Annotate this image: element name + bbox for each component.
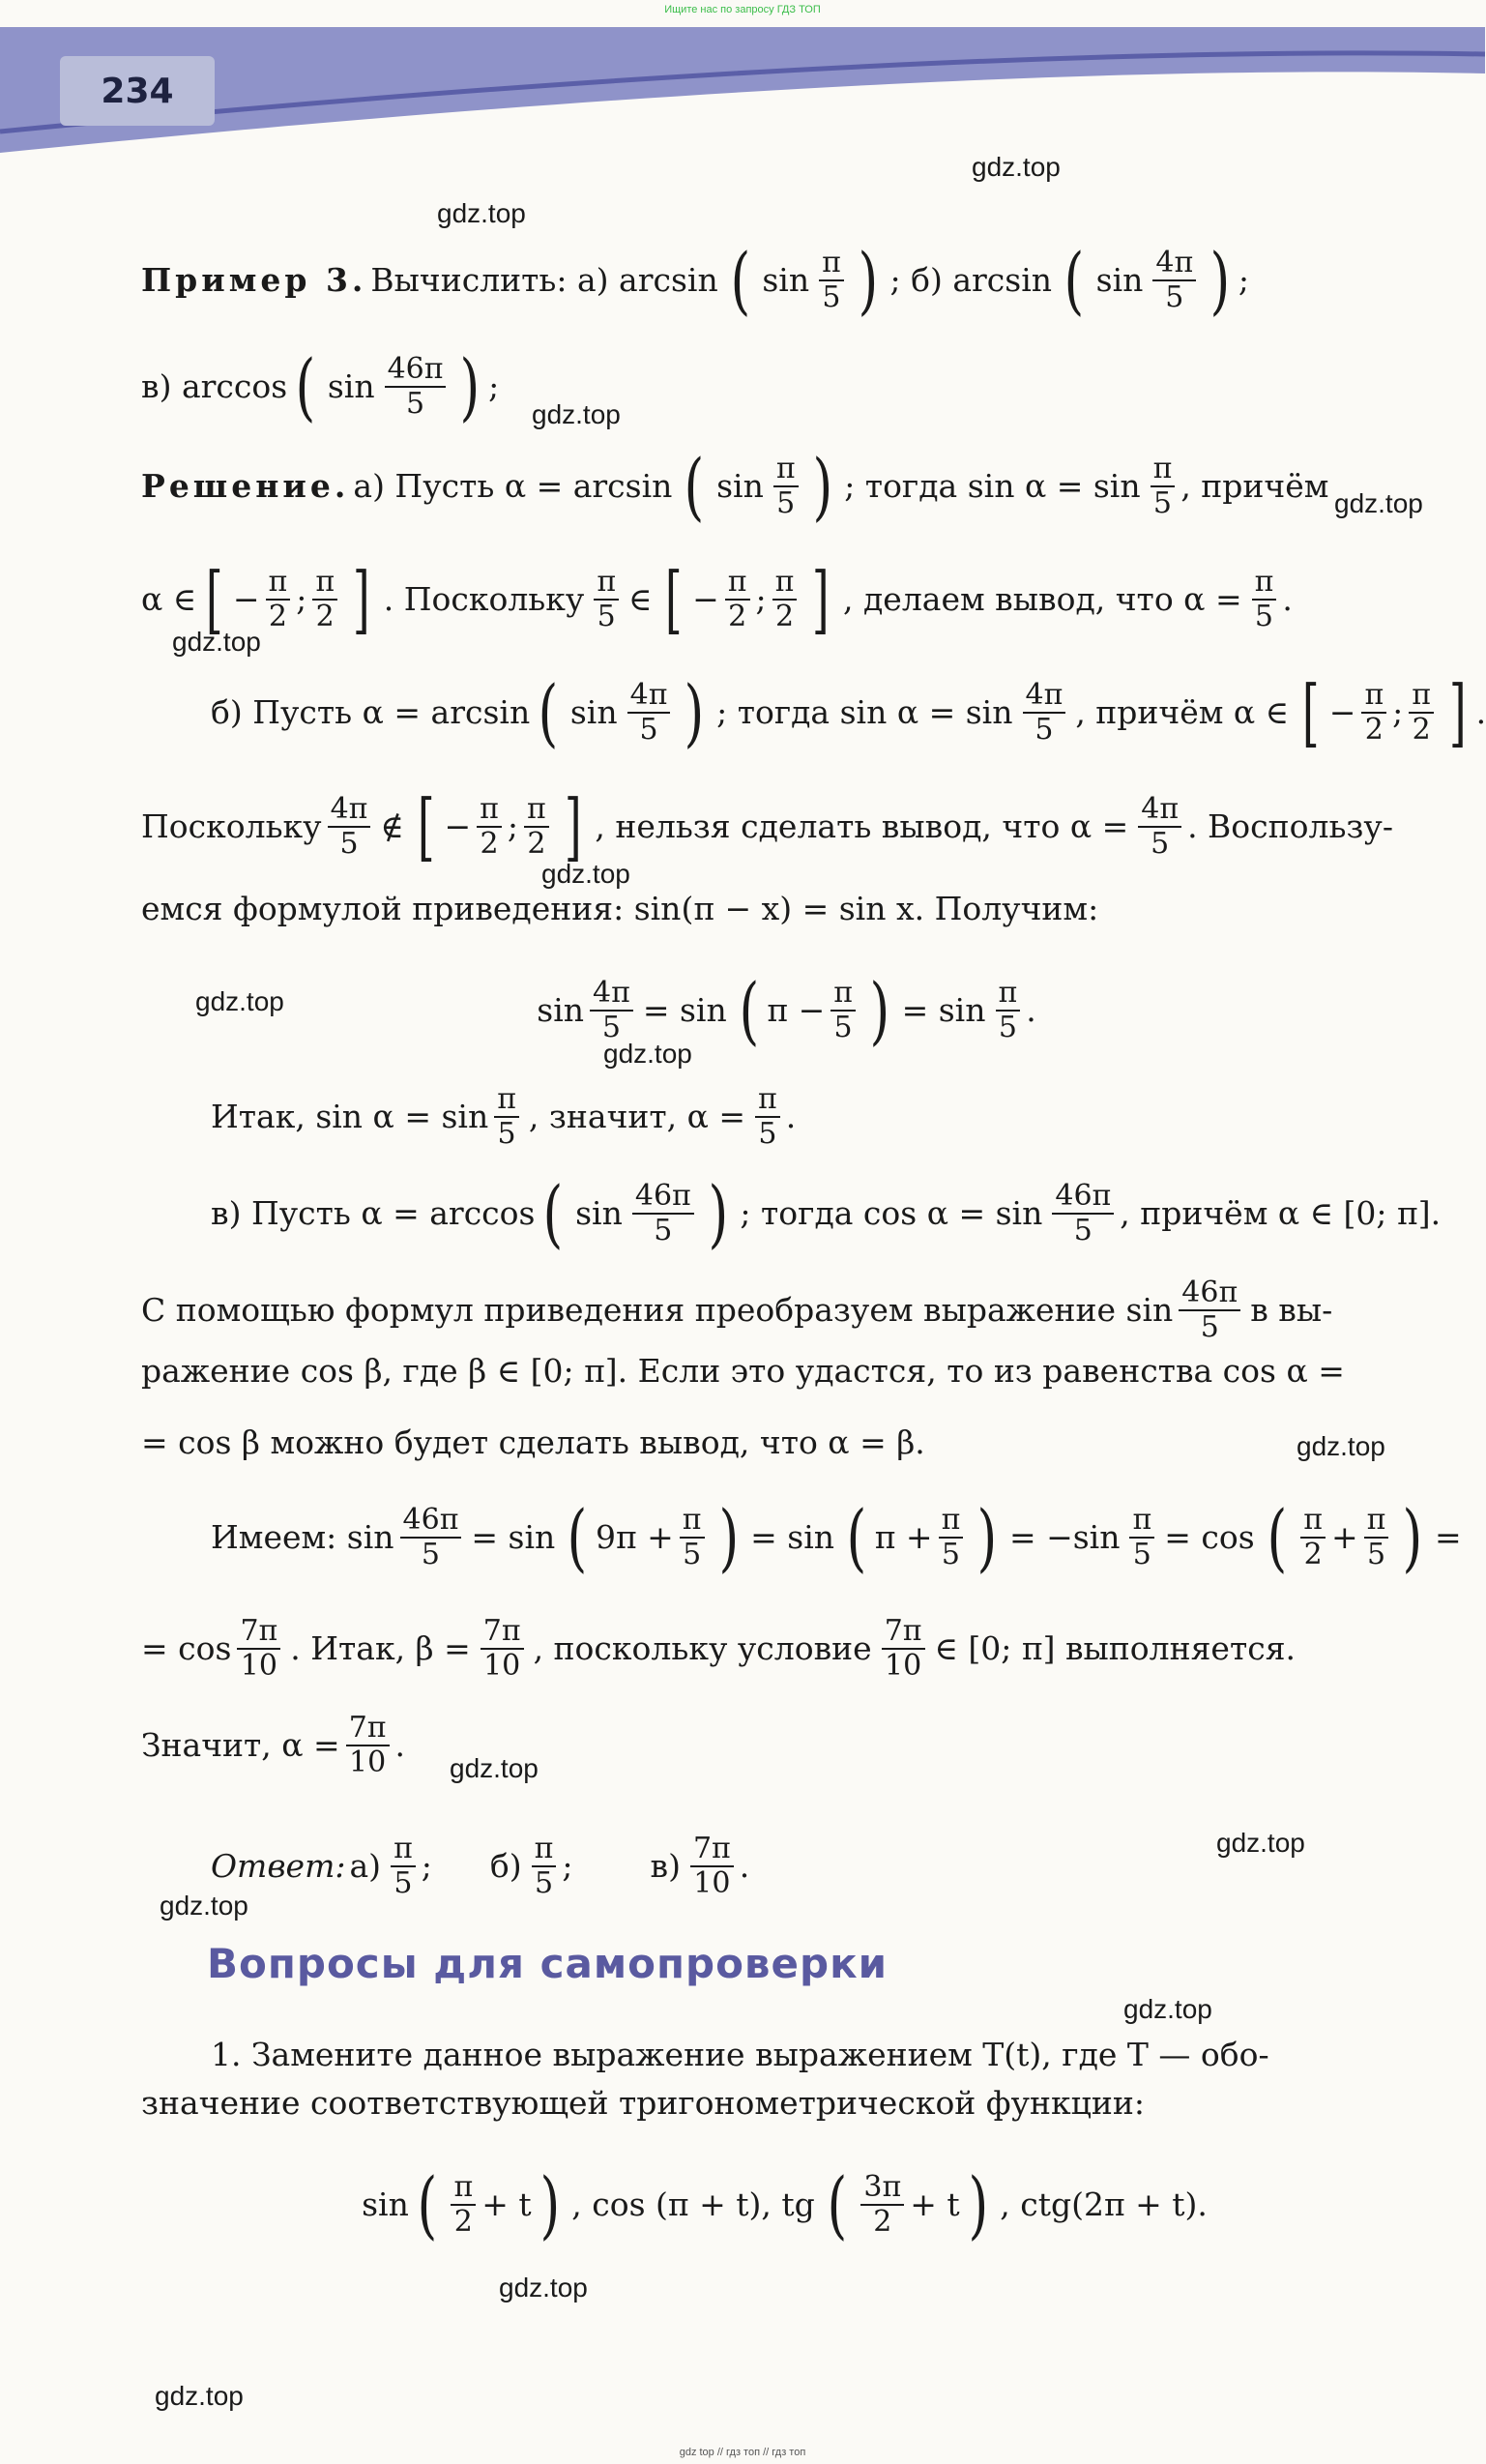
frac-pi-5: $\frac{\pi}{5}$ xyxy=(391,1833,416,1900)
example-heading: Пример 3. xyxy=(141,261,367,299)
frac-7pi-10: $\frac{7\pi}{10}$ xyxy=(882,1615,925,1683)
frac-4pi-5: $\frac{4\pi}{5}$ xyxy=(627,679,671,747)
period: . xyxy=(1282,580,1293,618)
frac-pi-5: $\frac{\pi}{5}$ xyxy=(680,1504,705,1571)
watermark: gdz.top xyxy=(541,859,630,889)
plus: + xyxy=(1331,1518,1358,1556)
frac-46pi-5: $\frac{46\pi}{5}$ xyxy=(1179,1276,1240,1344)
semicolon: ; xyxy=(562,1847,573,1885)
nine-pi-plus: 9π + xyxy=(595,1518,674,1556)
bracket-open: [ xyxy=(1302,669,1320,755)
solution-c-line-3 xyxy=(141,1352,1432,1391)
bracket-close: ] xyxy=(812,556,830,642)
solution-c7a: Значит, α = xyxy=(141,1726,340,1764)
equals-sin: = sin xyxy=(750,1518,835,1556)
bracket-close: ] xyxy=(353,556,370,642)
solution-c1c: , причём α ∈ [0; π]. xyxy=(1120,1194,1442,1232)
paren-close: ) xyxy=(684,669,705,755)
solution-b2c: , нельзя сделать вывод, что α = xyxy=(595,807,1129,845)
paren-open: ( xyxy=(1267,1494,1287,1580)
paren-open: ( xyxy=(846,1494,867,1580)
solution-b2b: ∉ xyxy=(380,807,404,845)
period: . xyxy=(739,1847,750,1885)
answer-a-label: а) xyxy=(349,1847,382,1885)
solution-b5a: Итак, sin α = sin xyxy=(211,1098,489,1135)
pi-minus: π − xyxy=(767,991,826,1029)
frac-pi-2: $\frac{\pi}{2}$ xyxy=(451,2171,476,2239)
watermark: gdz.top xyxy=(532,399,621,429)
frac-7pi-10: $\frac{7\pi}{10}$ xyxy=(481,1615,524,1683)
paren-open: ( xyxy=(538,669,559,755)
plus-t: + t xyxy=(481,2185,532,2223)
frac-pi-2: $\frac{\pi}{2}$ xyxy=(1361,679,1386,747)
solution-c6b: . Итак, β = xyxy=(290,1629,471,1667)
frac-pi-5: $\frac{\pi}{5}$ xyxy=(996,977,1021,1044)
frac-pi-5: $\frac{\pi}{5}$ xyxy=(1129,1504,1154,1571)
solution-a2a: α ∈ xyxy=(141,580,197,618)
frac-pi-2: $\frac{\pi}{2}$ xyxy=(524,793,549,861)
minus-sign: − xyxy=(232,580,260,618)
paren-close: ) xyxy=(869,967,890,1053)
frac-pi-5: $\frac{\pi}{5}$ xyxy=(494,1083,519,1151)
paren-close: ) xyxy=(811,443,832,529)
solution-a2d: , делаем вывод, что α = xyxy=(843,580,1242,618)
bracket-open: [ xyxy=(206,556,223,642)
bottom-banner: gdz top // гдз топ // гдз топ xyxy=(679,2447,806,2458)
paren-open: ( xyxy=(684,443,705,529)
solution-heading: Решение. xyxy=(141,467,350,505)
solution-c2a: С помощью формул приведения преобразуем выражение sin xyxy=(141,1291,1174,1329)
section-title: Вопросы для самопроверки xyxy=(207,1940,888,1987)
solution-b5b: , значит, α = xyxy=(528,1098,746,1135)
answer-label: Ответ: xyxy=(211,1847,346,1885)
watermark: gdz.top xyxy=(437,198,526,228)
solution-b-line-5 xyxy=(141,1083,1432,1151)
equals-minus-sin: = −sin xyxy=(1008,1518,1121,1556)
question-1-line-1 xyxy=(141,2036,1432,2074)
solution-c-line-1 xyxy=(141,1170,1442,1256)
frac-4pi-5: $\frac{4\pi}{5}$ xyxy=(1152,247,1196,314)
solution-b3: емся формулой приведения: sin(π − x) = sin x. Получим: xyxy=(141,890,1099,927)
equals: = xyxy=(1435,1518,1462,1556)
solution-c6d: ∈ [0; π] выполняется. xyxy=(934,1629,1297,1667)
frac-7pi-10: $\frac{7\pi}{10}$ xyxy=(690,1833,734,1900)
header-band xyxy=(0,27,1485,153)
frac-pi-5: $\frac{\pi}{5}$ xyxy=(1364,1504,1389,1571)
paren-open: ( xyxy=(1064,237,1085,323)
frac-pi-5: $\frac{\pi}{5}$ xyxy=(532,1833,557,1900)
paren-open: ( xyxy=(739,967,759,1053)
solution-c-line-7 xyxy=(141,1712,1432,1779)
solution-c-line-5 xyxy=(141,1494,1462,1580)
watermark: gdz.top xyxy=(603,1039,692,1069)
separator: ; xyxy=(755,580,767,618)
frac-pi-5: $\frac{\pi}{5}$ xyxy=(819,247,844,314)
solution-c-line-4 xyxy=(141,1423,1432,1462)
solution-b1c: , причём α ∈ xyxy=(1075,693,1290,731)
answer-c-label: в) xyxy=(650,1847,681,1885)
watermark: gdz.top xyxy=(972,152,1061,182)
plus-t: + t xyxy=(910,2185,960,2223)
minus-sign: − xyxy=(444,807,472,845)
solution-b-line-3 xyxy=(141,890,1432,928)
period: . xyxy=(394,1726,406,1764)
solution-a1c: , причём xyxy=(1180,467,1329,505)
solution-b1b: ; тогда sin α = sin xyxy=(716,693,1013,731)
pi-plus: π + xyxy=(874,1518,933,1556)
solution-b-line-1 xyxy=(141,669,1486,755)
sin-label: sin xyxy=(327,367,375,405)
solution-c5a: Имеем: sin xyxy=(211,1518,394,1556)
separator: ; xyxy=(296,580,307,618)
bracket-close: ] xyxy=(564,783,582,869)
paren-close: ) xyxy=(968,2161,988,2247)
equals-sin: = sin xyxy=(471,1518,556,1556)
paren-open: ( xyxy=(417,2161,438,2247)
solution-c6a: = cos xyxy=(141,1629,232,1667)
period: . xyxy=(1475,693,1486,731)
frac-46pi-5: $\frac{46\pi}{5}$ xyxy=(385,353,447,421)
solution-a2c: ∈ xyxy=(628,580,653,618)
cos-tg-part: , cos (π + t), tg xyxy=(571,2185,815,2223)
semicolon: ; xyxy=(1238,261,1249,299)
paren-open: ( xyxy=(827,2161,847,2247)
solution-a1b: ; тогда sin α = sin xyxy=(844,467,1141,505)
watermark: gdz.top xyxy=(172,627,261,657)
solution-c6c: , поскольку условие xyxy=(533,1629,872,1667)
separator: ; xyxy=(1392,693,1404,731)
solution-c4: = cos β можно будет сделать вывод, что α = β. xyxy=(141,1423,925,1461)
watermark: gdz.top xyxy=(155,2381,244,2411)
answer-b-label: б) xyxy=(489,1847,522,1885)
paren-open: ( xyxy=(567,1494,588,1580)
paren-close: ) xyxy=(858,237,879,323)
frac-pi-5: $\frac{\pi}{5}$ xyxy=(1252,566,1277,633)
frac-3pi-2: $\frac{3\pi}{2}$ xyxy=(860,2171,904,2239)
paren-open: ( xyxy=(542,1170,564,1256)
frac-46pi-5: $\frac{46\pi}{5}$ xyxy=(1052,1180,1114,1247)
solution-b-line-2 xyxy=(141,783,1432,869)
semicolon: ; xyxy=(488,367,500,405)
watermark: gdz.top xyxy=(499,2273,588,2303)
semicolon: ; xyxy=(421,1847,432,1885)
sin-label: sin xyxy=(575,1194,623,1232)
frac-4pi-5: $\frac{4\pi}{5}$ xyxy=(1023,679,1066,747)
paren-open: ( xyxy=(730,237,750,323)
paren-close: ) xyxy=(708,1170,728,1256)
solution-b1: б) Пусть α = arcsin xyxy=(211,693,531,731)
minus-sign: − xyxy=(1328,693,1356,731)
equals-sin: = sin xyxy=(901,991,986,1029)
frac-pi-2: $\frac{\pi}{2}$ xyxy=(725,566,750,633)
sin-label: sin xyxy=(762,261,810,299)
sin-label: sin xyxy=(362,2185,409,2223)
solution-b2d: . Воспользу- xyxy=(1187,807,1393,845)
frac-pi-2: $\frac{\pi}{2}$ xyxy=(772,566,798,633)
paren-close: ) xyxy=(459,343,481,429)
solution-line-1 xyxy=(141,443,1432,529)
paren-open: ( xyxy=(295,343,316,429)
solution-c2b: в вы- xyxy=(1250,1291,1333,1329)
frac-pi-5: $\frac{\pi}{5}$ xyxy=(830,977,856,1044)
example-line-2 xyxy=(141,343,1432,429)
solution-b-formula xyxy=(141,967,1432,1053)
example-task-b: ; б) arcsin xyxy=(889,261,1052,299)
frac-7pi-10: $\frac{7\pi}{10}$ xyxy=(237,1615,280,1683)
sin-label: sin xyxy=(1095,261,1144,299)
paren-close: ) xyxy=(976,1494,998,1580)
period: . xyxy=(1026,991,1036,1029)
solution-c3: ражение cos β, где β ∈ [0; π]. Если это удастся, то из равенства cos α = xyxy=(141,1352,1345,1390)
frac-4pi-5: $\frac{4\pi}{5}$ xyxy=(328,793,371,861)
watermark: gdz.top xyxy=(450,1753,539,1783)
question-1-line-2 xyxy=(141,2084,1432,2123)
solution-a1: а) Пусть α = arcsin xyxy=(353,467,673,505)
frac-pi-2: $\frac{\pi}{2}$ xyxy=(312,566,337,633)
bracket-open: [ xyxy=(417,783,435,869)
solution-c1b: ; тогда cos α = sin xyxy=(740,1194,1043,1232)
paren-close: ) xyxy=(1209,237,1231,323)
frac-4pi-5: $\frac{4\pi}{5}$ xyxy=(1138,793,1181,861)
watermark: gdz.top xyxy=(160,1891,248,1921)
paren-close: ) xyxy=(539,2161,560,2247)
frac-pi-2: $\frac{\pi}{2}$ xyxy=(266,566,291,633)
watermark: gdz.top xyxy=(1334,488,1423,518)
equals-cos: = cos xyxy=(1164,1518,1255,1556)
solution-c1a: в) Пусть α = arccos xyxy=(211,1194,536,1232)
question-1a: 1. Замените данное выражение выражением T(t), где T — обо- xyxy=(211,2036,1269,2073)
separator: ; xyxy=(507,807,518,845)
minus-sign: − xyxy=(692,580,719,618)
page-number: 234 xyxy=(60,56,215,126)
top-banner: Ищите нас по запросу ГДЗ ТОП xyxy=(664,4,821,15)
header-wave xyxy=(0,27,1485,153)
question-1-formula xyxy=(141,2161,1432,2247)
ctg-part: , ctg(2π + t). xyxy=(1000,2185,1208,2223)
solution-a2b: . Поскольку xyxy=(383,580,585,618)
question-1b: значение соответствующей тригонометрической функции: xyxy=(141,2084,1145,2122)
frac-pi-2: $\frac{\pi}{2}$ xyxy=(1300,1504,1326,1571)
solution-c-line-2 xyxy=(141,1276,1432,1344)
example-task-c: в) arccos xyxy=(141,367,288,405)
frac-pi-5: $\frac{\pi}{5}$ xyxy=(1151,453,1176,520)
sin-label: sin xyxy=(716,467,764,505)
frac-pi-5: $\frac{\pi}{5}$ xyxy=(939,1504,964,1571)
paren-close: ) xyxy=(1402,1494,1423,1580)
watermark: gdz.top xyxy=(195,986,284,1016)
sin-label: sin xyxy=(537,991,585,1029)
frac-pi-2: $\frac{\pi}{2}$ xyxy=(477,793,502,861)
bracket-close: ] xyxy=(1448,669,1467,755)
equals-sin: = sin xyxy=(642,991,727,1029)
frac-pi-5: $\frac{\pi}{5}$ xyxy=(773,453,799,520)
frac-pi-2: $\frac{\pi}{2}$ xyxy=(1409,679,1434,747)
example-task-a: Вычислить: а) arcsin xyxy=(370,261,718,299)
frac-46pi-5: $\frac{46\pi}{5}$ xyxy=(400,1504,462,1571)
frac-4pi-5: $\frac{4\pi}{5}$ xyxy=(590,977,633,1044)
watermark: gdz.top xyxy=(1216,1828,1305,1858)
frac-7pi-10: $\frac{7\pi}{10}$ xyxy=(346,1712,390,1779)
period: . xyxy=(785,1098,797,1135)
bracket-open: [ xyxy=(665,556,684,642)
frac-pi-5: $\frac{\pi}{5}$ xyxy=(594,566,619,633)
watermark: gdz.top xyxy=(1123,1994,1212,2024)
frac-46pi-5: $\frac{46\pi}{5}$ xyxy=(632,1180,694,1247)
solution-b2a: Поскольку xyxy=(141,807,322,845)
watermark: gdz.top xyxy=(1297,1431,1385,1461)
paren-close: ) xyxy=(717,1494,739,1580)
sin-label: sin xyxy=(569,693,618,731)
frac-pi-5: $\frac{\pi}{5}$ xyxy=(755,1083,780,1151)
solution-c-line-6 xyxy=(141,1615,1432,1683)
example-line-1 xyxy=(141,237,1432,323)
